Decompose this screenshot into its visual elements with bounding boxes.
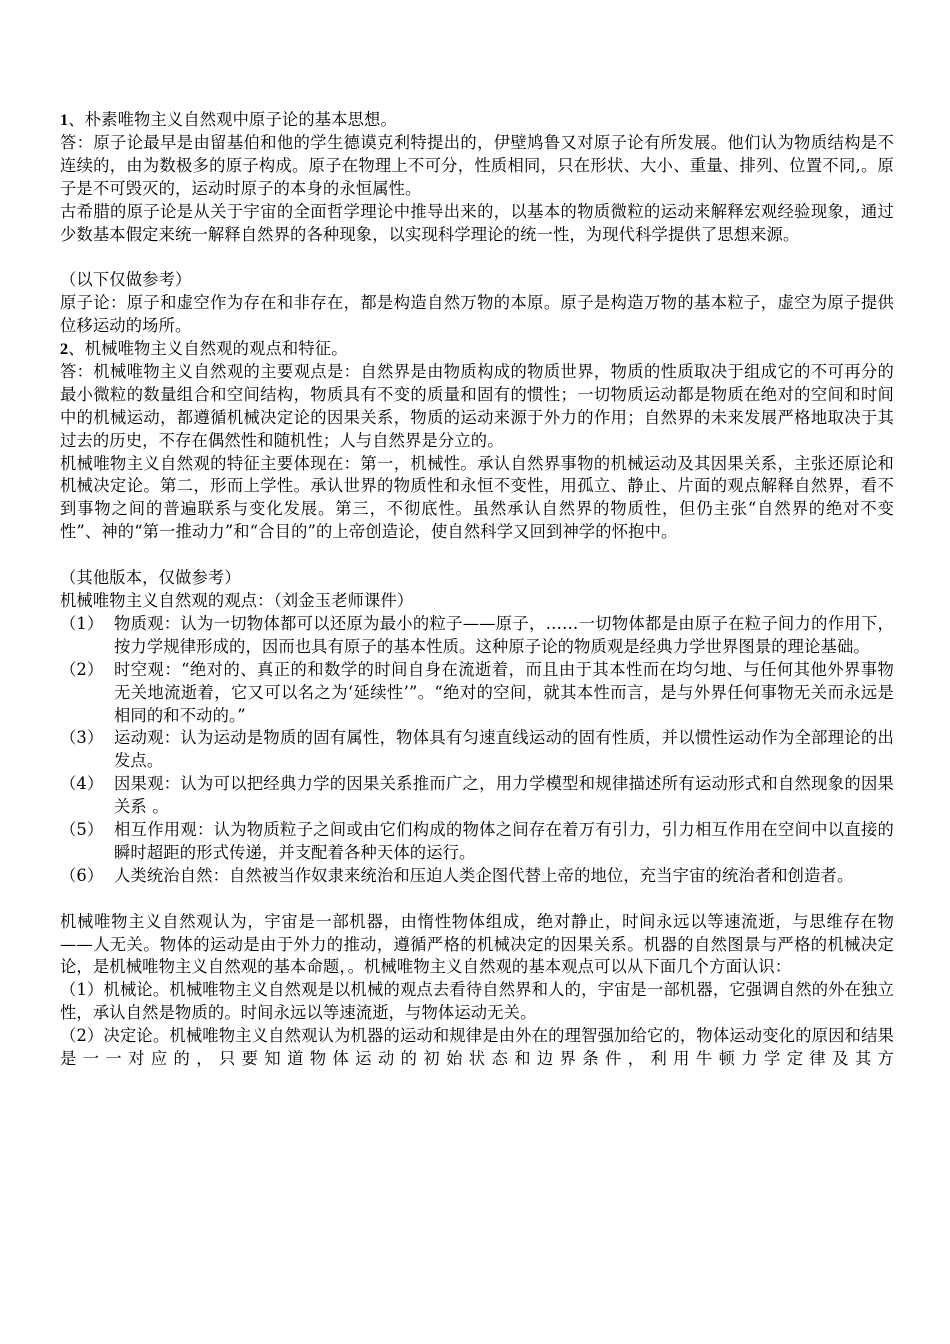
- list-item: [60, 819, 894, 865]
- views-title: 机械唯物主义自然观的观点：（刘金玉老师课件）: [60, 591, 414, 610]
- section-2-number: 2: [60, 339, 69, 359]
- blank-line: [60, 544, 894, 567]
- blank-line: [60, 888, 894, 911]
- list-item: [60, 773, 894, 819]
- blank-line: [60, 246, 894, 269]
- section-1-number: 1: [60, 110, 69, 129]
- section-2-features: 机械唯物主义自然观的特征主要体现在：第一，机械性。承认自然界事物的机械运动及其因果关系，主张还原论和机械决定论。第二，形而上学性。承认世界的物质性和永恒不变性，用孤立、静止、片面的观点解释自然界，看不到事物之间的普遍联系与变化发展。第三，不彻底性。虽然承认自然界的物质性，但仍主张“自然界的绝对不变性”、神的“第一推动力”和“合目的”的上帝创造论，使自然科学又回到神学的怀抱中。: [60, 453, 894, 542]
- list-item-text: 人类统治自然：自然被当作奴隶来统治和压迫人类企图代替上帝的地位，充当宇宙的统治者和创造者。: [114, 865, 854, 885]
- list-item: [60, 659, 894, 728]
- list-item-text: 时空观：“绝对的、真正的和数学的时间自身在流逝着，而且由于其本性而在均匀地、与任何其他外界事物无关地流逝着，它又可以名之为‘延续性’”。“绝对的空间，就其本性而言，是与外界任何事物无关而永远是相同的和不动的。”: [114, 659, 894, 725]
- list-item-text: 因果观：认为可以把经典力学的因果关系推而广之，用力学模型和规律描述所有运动形式和自然现象的因果关系 。: [114, 774, 894, 817]
- final-item-2: （2）决定论。机械唯物主义自然观认为机器的运动和规律是由外在的理智强加给它的，物体运动变化的原因和结果是一一对应的，只要知道物体运动的初始状态和边界条件，利用牛顿力学定律及其方: [60, 1026, 894, 1069]
- list-item-index: （4）: [60, 774, 104, 794]
- list-item: [60, 865, 894, 888]
- section-2-title: 、机械唯物主义自然观的观点和特征。: [68, 339, 348, 359]
- list-item-index: （3）: [60, 728, 104, 748]
- list-item-index: （5）: [60, 820, 104, 840]
- list-item: [60, 727, 894, 773]
- section-1-answer: 答：原子论最早是由留基伯和他的学生德谟克利特提出的，伊壁鸠鲁又对原子论有所发展。他们认为物质结构是不连续的，由为数极多的原子构成。原子在物理上不可分，性质相同，只在形状、大小、重量、排列、位置不同,。原子是不可毁灭的，运动时原子的本身的永恒属性。: [60, 132, 894, 198]
- final-item-1: （1）机械论。机械唯物主义自然观是以机械的观点去看待自然界和人的，宇宙是一部机器，它强调自然的外在独立性，承认自然是物质的。时间永远以等速流逝，与物体运动无关。: [60, 980, 894, 1023]
- section-2-heading: [60, 338, 894, 361]
- section-2-answer: 答：机械唯物主义自然观的主要观点是：自然界是由物质构成的物质世界，物质的性质取决于组成它的不可再分的最小微粒的数量组合和空间结构，物质具有不变的质量和固有的惯性；一切物质运动都是物质在绝对的空间和时间中的机械运动，都遵循机械决定论的因果关系，物质的运动来源于外力的作用；自然界的未来发展严格地取决于其过去的历史，不存在偶然性和随机性；人与自然界是分立的。: [60, 361, 894, 450]
- reference-text: 原子论：原子和虚空作为存在和非存在，都是构造自然万物的本原。原子是构造万物的基本粒子，虚空为原子提供位移运动的场所。: [60, 293, 894, 336]
- section-1-heading: [60, 109, 894, 132]
- final-paragraph: 机械唯物主义自然观认为，宇宙是一部机器，由惰性物体组成，绝对静止，时间永远以等速流逝，与思维存在物——人无关。物体的运动是由于外力的推动，遵循严格的机械决定的因果关系。机器的自然图景与严格的机械决定论，是机械唯物主义自然观的基本命题，。机械唯物主义自然观的基本观点可以从下面几个方面认识：: [60, 911, 894, 977]
- list-item-index: （2）: [60, 659, 104, 679]
- list-item-index: （6）: [60, 865, 104, 885]
- other-version-note: （其他版本，仅做参考）: [60, 568, 241, 588]
- section-1-title: 、朴素唯物主义自然观中原子论的基本思想。: [68, 110, 397, 129]
- reference-note: （以下仅做参考）: [60, 270, 192, 290]
- section-1-paragraph-2: 古希腊的原子论是从关于宇宙的全面哲学理论中推导出来的，以基本的物质微粒的运动来解释宏观经验现象，通过少数基本假定来统一解释自然界的各种现象，以实现科学理论的统一性，为现代科学提供了思想来源。: [60, 201, 894, 244]
- list-item: [60, 613, 894, 659]
- document-page: [60, 109, 894, 1071]
- list-item-text: 相互作用观：认为物质粒子之间或由它们构成的物体之间存在着万有引力，引力相互作用在空间中以直接的瞬时超距的形式传递，并支配着各种天体的运行。: [114, 820, 894, 862]
- list-item-text: 运动观：认为运动是物质的固有属性，物体具有匀速直线运动的固有性质，并以惯性运动作为全部理论的出发点。: [114, 728, 894, 771]
- list-item-index: （1）: [60, 613, 104, 633]
- list-item-text: 物质观：认为一切物体都可以还原为最小的粒子——原子，……一切物体都是由原子在粒子间力的作用下，按力学规律形成的，因而也具有原子的基本性质。这种原子论的物质观是经典力学世界图景的理论基础。: [114, 613, 894, 656]
